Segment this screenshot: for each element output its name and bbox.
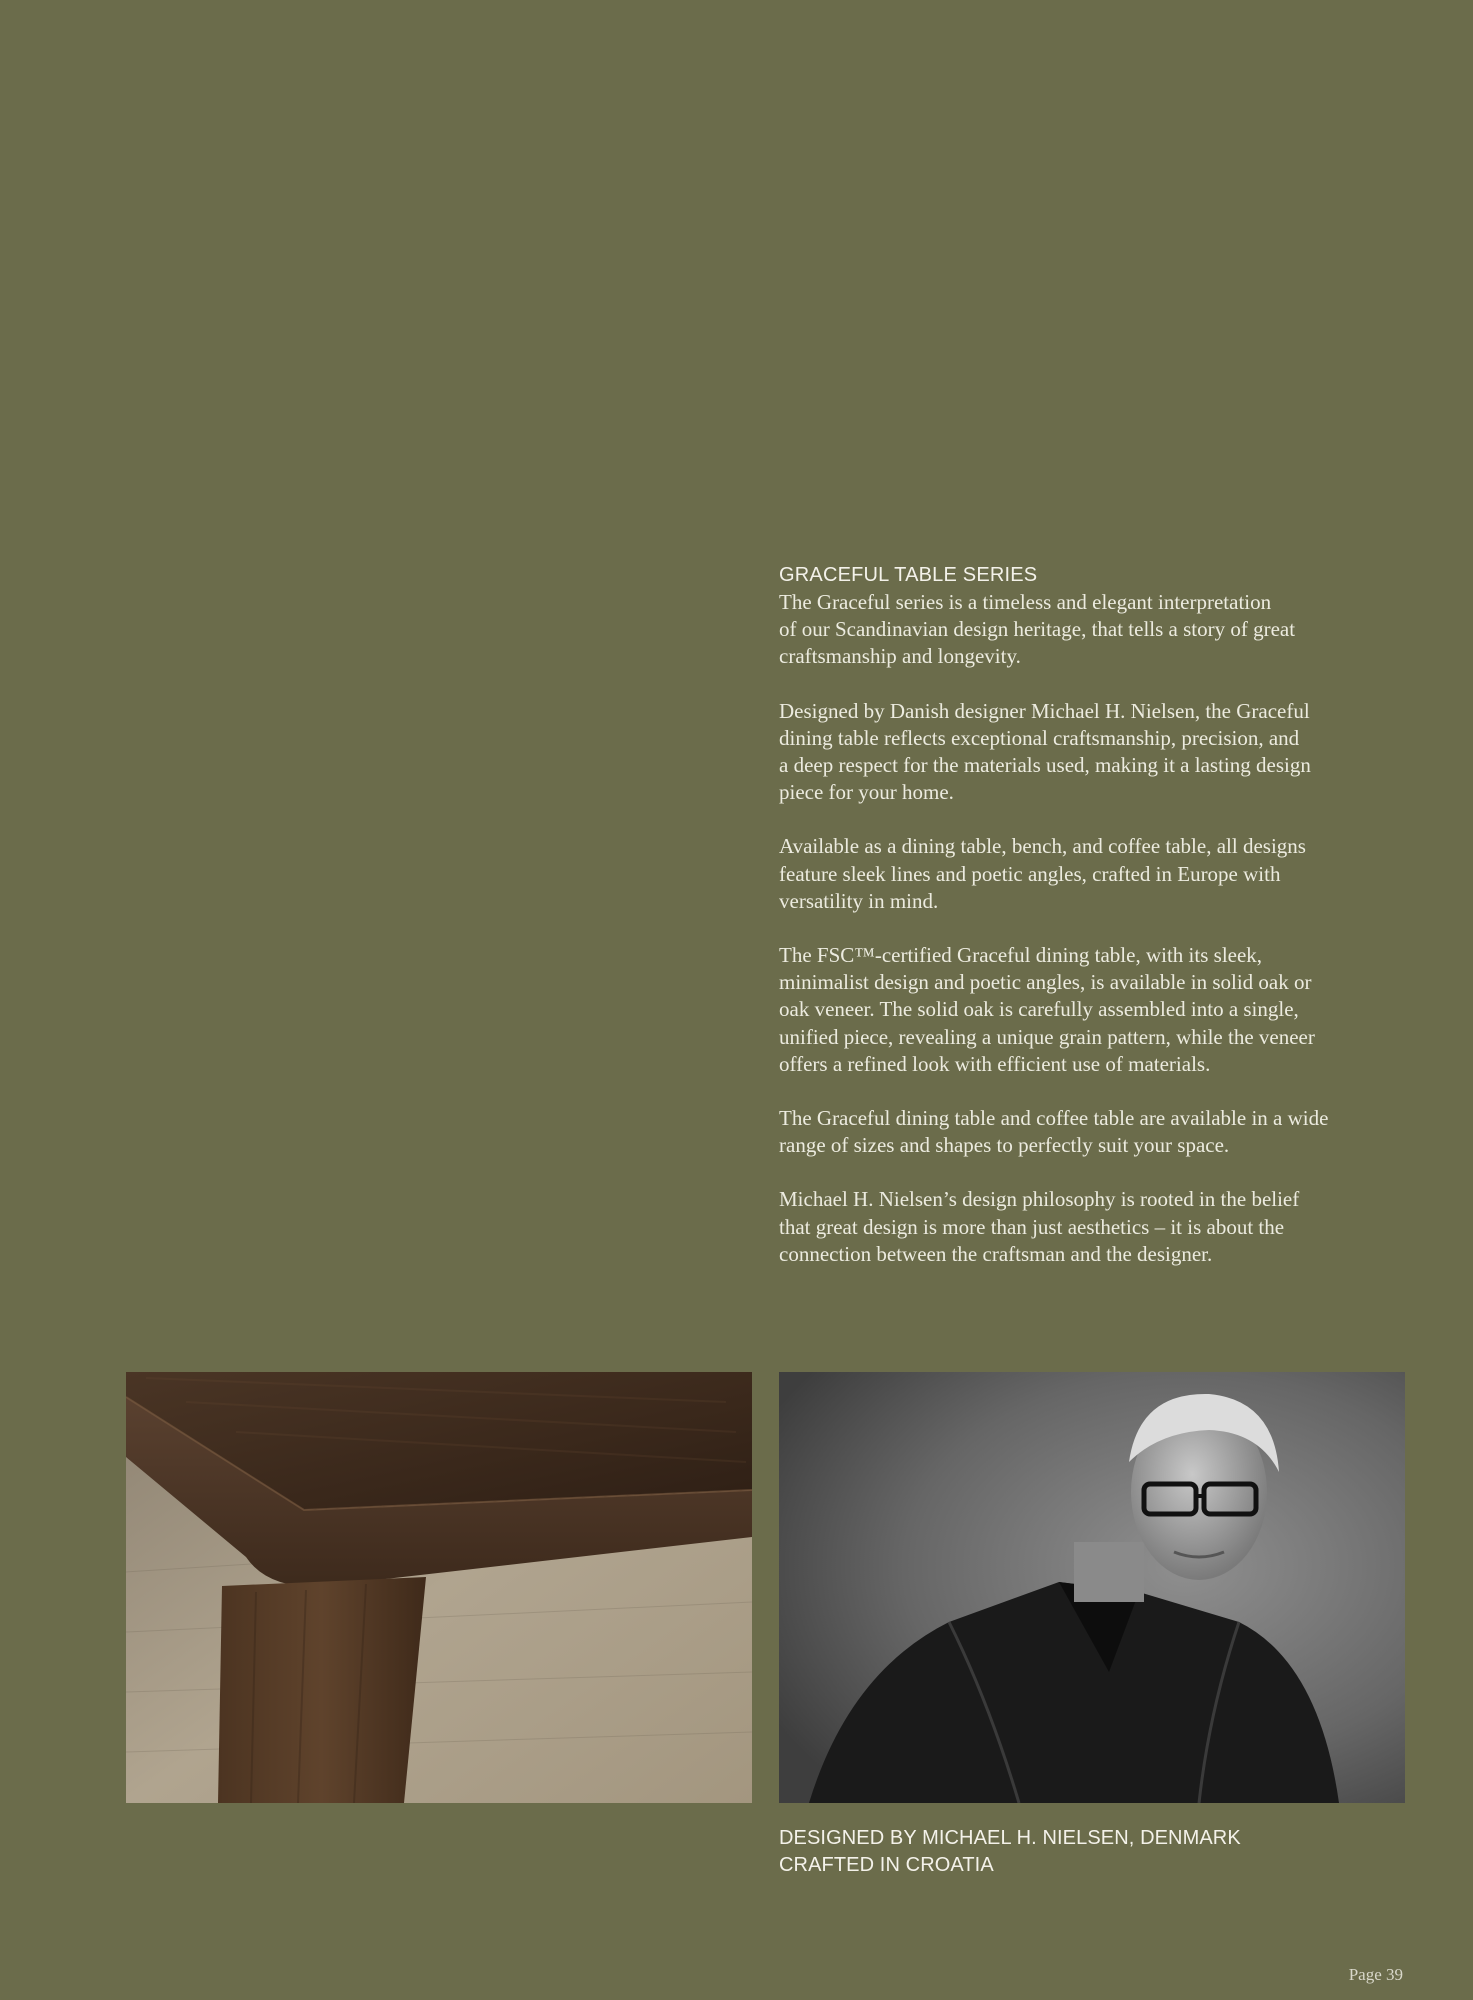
caption-designer: DESIGNED BY MICHAEL H. NIELSEN, DENMARK <box>779 1827 1241 1849</box>
page-number: Page 39 <box>1348 1965 1403 1984</box>
paragraph-intro: The Graceful series is a timeless and elegant interpretation of our Scandinavian design heritage, that tells a story of great craftsmanship and longevity. <box>779 590 1296 669</box>
paragraph-designer: Designed by Danish designer Michael H. Nielsen, the Graceful dining table reflects exceptional craftsmanship, precision, and a deep respect for the materials used, making it a lasting design piece for your home. <box>779 698 1311 805</box>
designer-portrait-photo <box>779 1372 1405 1803</box>
paragraph-sizes: The Graceful dining table and coffee table are available in a wide range of sizes and shapes to perfectly suit your space. <box>779 1106 1329 1158</box>
caption-origin: CRAFTED IN CROATIA <box>779 1854 994 1876</box>
paragraph-philosophy: Michael H. Nielsen’s design philosophy is rooted in the belief that great design is more than just aesthetics – it is about the connection between the craftsman and the designer. <box>779 1187 1300 1266</box>
section-heading: GRACEFUL TABLE SERIES <box>779 564 1038 586</box>
paragraph-materials: The FSC™-certified Graceful dining table, with its sleek, minimalist design and poetic angles, is available in solid oak or oak veneer. The solid oak is carefully assembled into a single, unified piece, revealing a unique grain pattern, while the veneer offers a refined look with efficient use of materials. <box>779 943 1315 1076</box>
paragraph-availability: Available as a dining table, bench, and coffee table, all designs feature sleek lines and poetic angles, crafted in Europe with versatility in mind. <box>779 834 1306 913</box>
table-corner-photo <box>126 1372 752 1803</box>
article-text <box>779 562 1399 1295</box>
photo-caption <box>779 1825 1241 1879</box>
